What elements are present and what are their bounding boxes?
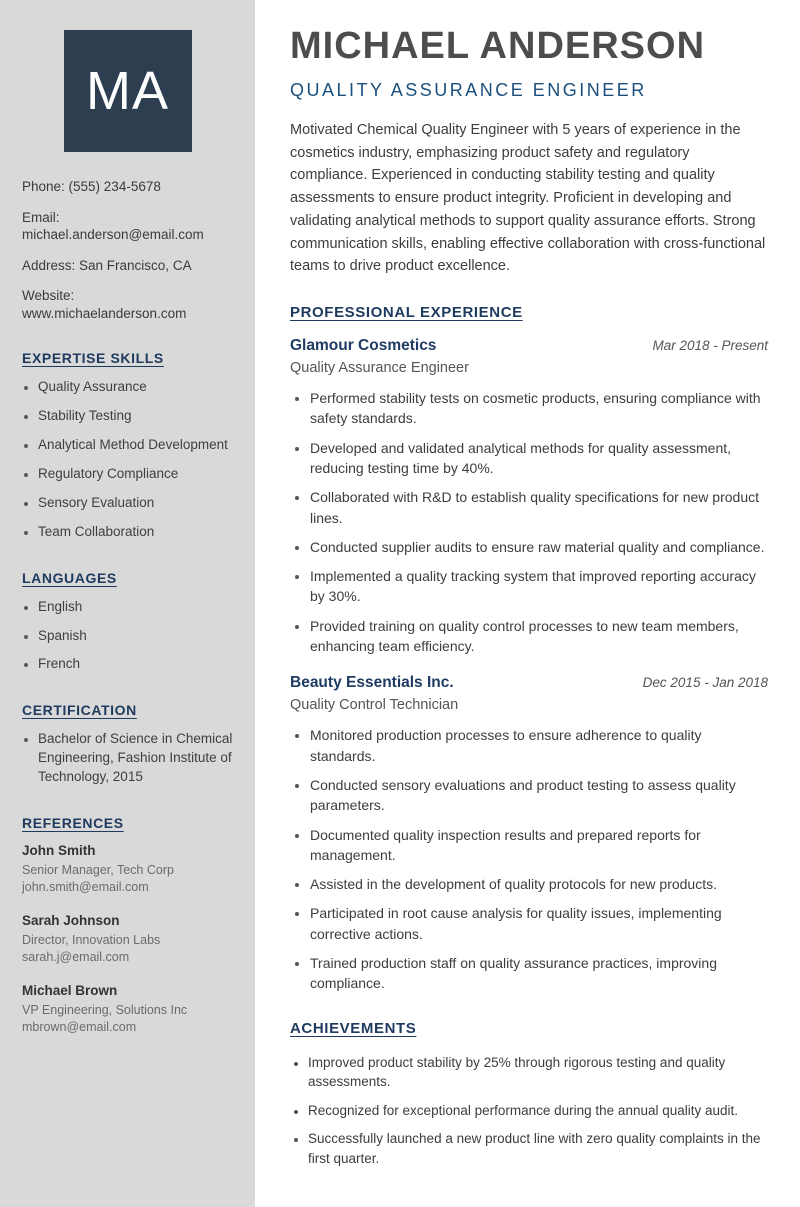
job-header bbox=[290, 337, 768, 355]
reference-email: john.smith@email.com bbox=[22, 880, 149, 895]
skill-item: • Quality Assurance bbox=[38, 378, 233, 397]
job-dates: Mar 2018 - Present bbox=[652, 338, 768, 354]
reference-email: sarah.j@email.com bbox=[22, 950, 130, 965]
job-bullet: • Implemented a quality tracking system that improved reporting accuracy by 30%. bbox=[310, 566, 768, 607]
job-bullet: • Monitored production processes to ensure adherence to quality standards. bbox=[310, 725, 768, 766]
job-bullet: • Collaborated with R&D to establish quality specifications for new product lines. bbox=[310, 487, 768, 528]
job-bullet: • Conducted supplier audits to ensure raw material quality and compliance. bbox=[310, 537, 768, 557]
job-bullet: • Conducted sensory evaluations and product testing to assess quality parameters. bbox=[310, 775, 768, 816]
certification-list bbox=[22, 730, 233, 787]
contact-address: Address: San Francisco, CA bbox=[22, 257, 192, 273]
achievement-item: • Successfully launched a new product line with zero quality complaints in the first quarter. bbox=[308, 1129, 768, 1168]
job-dates: Dec 2015 - Jan 2018 bbox=[642, 675, 768, 691]
certification-heading: CERTIFICATION bbox=[22, 702, 137, 719]
job-bullet-list bbox=[290, 725, 768, 993]
languages-list bbox=[22, 598, 233, 675]
contact-website: Website: www.michaelanderson.com bbox=[22, 288, 187, 321]
skill-item: • Sensory Evaluation bbox=[38, 494, 233, 513]
job-entry bbox=[290, 674, 768, 993]
job-bullet: • Performed stability tests on cosmetic products, ensuring compliance with safety standards. bbox=[310, 388, 768, 429]
job-entry bbox=[290, 337, 768, 656]
references-list bbox=[22, 843, 233, 1037]
job-bullet: • Assisted in the development of quality protocols for new products. bbox=[310, 874, 768, 894]
certification-item: • Bachelor of Science in Chemical Engineering, Fashion Institute of Technology, 2015 bbox=[38, 730, 233, 787]
language-item: • French bbox=[38, 655, 233, 674]
contact-phone: Phone: (555) 234-5678 bbox=[22, 179, 161, 194]
job-company: Glamour Cosmetics bbox=[290, 337, 437, 355]
languages-heading: LANGUAGES bbox=[22, 569, 117, 586]
job-header bbox=[290, 674, 768, 692]
job-bullet: • Trained production staff on quality assurance practices, improving compliance. bbox=[310, 953, 768, 994]
reference-name: John Smith bbox=[22, 842, 96, 858]
achievements-list bbox=[290, 1053, 768, 1169]
job-bullet: • Participated in root cause analysis for quality issues, implementing corrective actions. bbox=[310, 903, 768, 944]
skill-item: • Stability Testing bbox=[38, 407, 233, 426]
monogram-initials: MA bbox=[86, 61, 169, 121]
reference-email: mbrown@email.com bbox=[22, 1020, 137, 1035]
person-name: MICHAEL ANDERSON bbox=[290, 25, 706, 67]
reference-role: Senior Manager, Tech Corp bbox=[22, 862, 174, 877]
language-item: • Spanish bbox=[38, 627, 233, 646]
skills-list bbox=[22, 378, 233, 541]
job-role: Quality Control Technician bbox=[290, 697, 459, 714]
language-item: • English bbox=[38, 598, 233, 617]
skills-heading: EXPERTISE SKILLS bbox=[22, 350, 164, 367]
main-content bbox=[255, 0, 800, 1207]
reference-name: Sarah Johnson bbox=[22, 912, 120, 928]
monogram-badge bbox=[64, 30, 192, 152]
sidebar bbox=[0, 0, 255, 1207]
contact-info bbox=[22, 178, 233, 322]
job-bullet-list bbox=[290, 388, 768, 656]
skill-item: • Regulatory Compliance bbox=[38, 465, 233, 484]
reference-role: VP Engineering, Solutions Inc bbox=[22, 1002, 188, 1017]
job-bullet: • Provided training on quality control processes to new team members, enhancing team efficiency. bbox=[310, 616, 768, 657]
job-role: Quality Assurance Engineer bbox=[290, 360, 469, 377]
achievement-item: • Recognized for exceptional performance during the annual quality audit. bbox=[308, 1101, 768, 1121]
person-job-title: QUALITY ASSURANCE ENGINEER bbox=[290, 79, 647, 100]
reference-name: Michael Brown bbox=[22, 982, 118, 998]
achievements-heading: ACHIEVEMENTS bbox=[290, 1019, 417, 1037]
profile-summary: Motivated Chemical Quality Engineer with 5 years of experience in the cosmetics industry, emphasizing product safety and regulatory compliance. Experienced in conducting stability testing and quality assessments to ensure product integrity. Proficient in developing and validating analytical methods to support quality assurance efforts. Strong communication skills, enabling effective collaboration with cross-functional teams to drive product excellence. bbox=[290, 121, 766, 275]
experience-heading: PROFESSIONAL EXPERIENCE bbox=[290, 304, 523, 322]
skill-item: • Analytical Method Development bbox=[38, 436, 233, 455]
skill-item: • Team Collaboration bbox=[38, 523, 233, 542]
reference-role: Director, Innovation Labs bbox=[22, 932, 161, 947]
job-company: Beauty Essentials Inc. bbox=[290, 674, 454, 692]
job-bullet: • Developed and validated analytical methods for quality assessment, reducing testing time by 40%. bbox=[310, 438, 768, 479]
reference-entry bbox=[22, 913, 233, 967]
reference-entry bbox=[22, 843, 233, 897]
job-bullet: • Documented quality inspection results and prepared reports for management. bbox=[310, 825, 768, 866]
references-heading: REFERENCES bbox=[22, 814, 124, 831]
contact-email: Email: michael.anderson@email.com bbox=[22, 209, 204, 243]
reference-entry bbox=[22, 983, 233, 1037]
achievement-item: • Improved product stability by 25% through rigorous testing and quality assessments. bbox=[308, 1053, 768, 1092]
